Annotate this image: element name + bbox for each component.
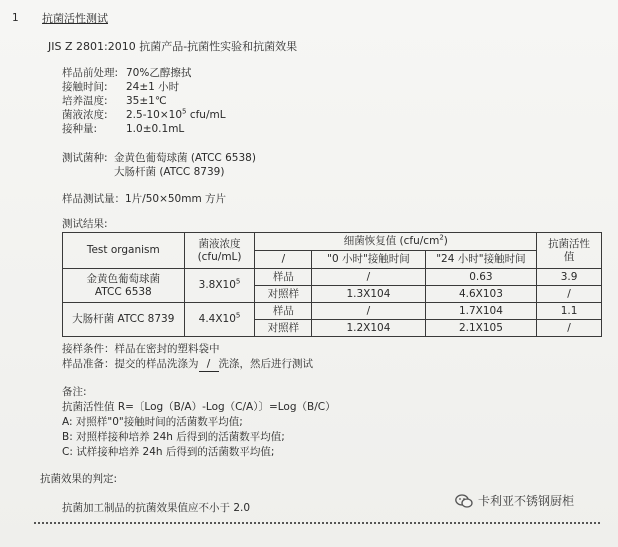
condition-label: 菌液浓度: (62, 109, 108, 121)
results-table (62, 232, 602, 337)
type-cell: 对照样 (255, 286, 312, 303)
wechat-icon (455, 494, 473, 508)
standard-title: JIS Z 2801:2010 抗菌产品-抗菌性实验和抗菌效果 (48, 40, 298, 53)
t24-cell: 0.63 (425, 269, 536, 286)
condition-label: 样品前处理: (62, 67, 119, 79)
judgement-criterion: 抗菌加工制品的抗菌效果值应不小于 2.0 (62, 502, 251, 514)
t0-cell: 1.2X104 (312, 320, 425, 337)
formula: 抗菌活性值 R=〔Log（B/A）-Log（C/A）〕=Log（B/C） (62, 401, 336, 413)
note-item: A: 对照样"0"接触时间的活菌数平均值; (62, 416, 243, 428)
condition-value: 35±1℃ (126, 95, 167, 107)
type-cell: 对照样 (255, 320, 312, 337)
sample-prep: 样品准备：提交的样品洗涤为 / 洗涤，然后进行测试 (62, 358, 313, 370)
header-slash: / (255, 251, 312, 269)
type-cell: 样品 (255, 269, 312, 286)
inoculation-condition: 接样条件：样品在密封的塑料袋中 (62, 343, 220, 355)
header-concentration: 菌液浓度 (cfu/mL) (184, 233, 255, 269)
bottom-divider (34, 522, 600, 524)
header-time-0: "0 小时"接触时间 (312, 251, 425, 269)
strain-item: 金黄色葡萄球菌 (ATCC 6538) (114, 152, 256, 164)
organism-cell: 金黄色葡萄球菌 ATCC 6538 (63, 269, 185, 303)
condition-value: 24±1 小时 (126, 81, 180, 93)
concentration-cell: $4.4X10^5$ (184, 303, 255, 337)
activity-cell: 3.9 (537, 269, 602, 286)
header-recovery: 细菌恢复值 $(cfu/cm^2)$ (255, 233, 537, 251)
judgement-label: 抗菌效果的判定: (40, 473, 118, 485)
notes-label: 备注: (62, 386, 87, 398)
strain-item: 大肠杆菌 (ATCC 8739) (114, 166, 225, 178)
table-header-row (63, 233, 602, 251)
sample-size: 样品测试量：1片/50×50mm 方片 (62, 193, 227, 205)
condition-label: 培养温度: (62, 95, 108, 107)
section-number: 1 (12, 12, 19, 24)
note-item: C: 试样接种培养 24h 后得到的活菌数平均值; (62, 446, 275, 458)
concentration-cell: $3.8X10^5$ (184, 269, 255, 303)
condition-value: $2.5-10\times 10^5$ cfu/mL (126, 107, 226, 121)
t0-cell: 1.3X104 (312, 286, 425, 303)
t24-cell: 2.1X105 (425, 320, 536, 337)
header-organism: Test organism (63, 233, 185, 269)
header-time-24: "24 小时"接触时间 (425, 251, 536, 269)
table-row (63, 303, 602, 320)
watermark (455, 492, 574, 509)
t24-cell: 1.7X104 (425, 303, 536, 320)
condition-value: 70%乙醇擦拭 (126, 67, 192, 79)
strains-label: 测试菌种: (62, 152, 108, 164)
t0-cell: / (312, 269, 425, 286)
header-activity: 抗菌活性 值 (537, 233, 602, 269)
activity-cell: / (537, 320, 602, 337)
activity-cell: / (537, 286, 602, 303)
organism-cell: 大肠杆菌 ATCC 8739 (63, 303, 185, 337)
condition-label: 接种量: (62, 123, 98, 135)
type-cell: 样品 (255, 303, 312, 320)
note-item: B: 对照样接种培养 24h 后得到的活菌数平均值; (62, 431, 285, 443)
table-row (63, 269, 602, 286)
section-title: 抗菌活性测试 (42, 12, 108, 25)
t24-cell: 4.6X103 (425, 286, 536, 303)
condition-label: 接触时间: (62, 81, 108, 93)
condition-value: 1.0±0.1mL (126, 123, 185, 135)
activity-cell: 1.1 (537, 303, 602, 320)
t0-cell: / (312, 303, 425, 320)
results-label: 测试结果: (62, 218, 108, 230)
watermark-text: 卡利亚不锈钢厨柜 (478, 494, 575, 508)
